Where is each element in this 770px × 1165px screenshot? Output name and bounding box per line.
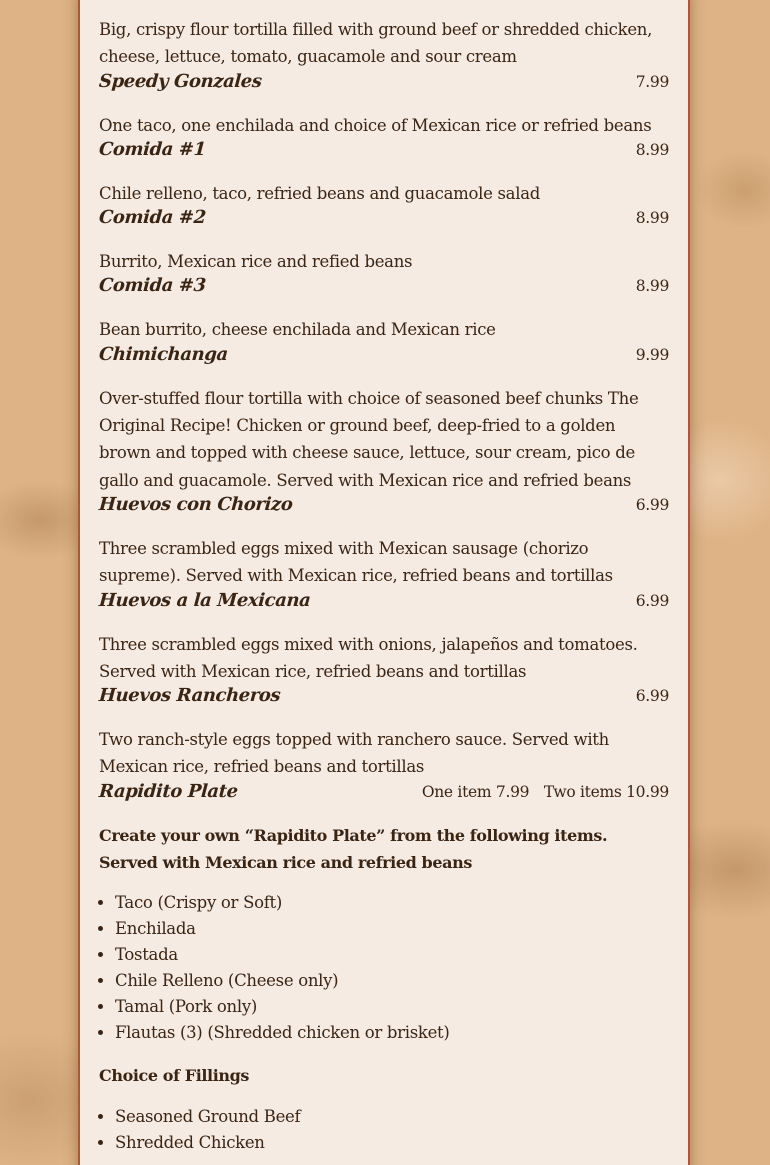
menu-item (99, 685, 669, 712)
list-item: • Shredded Chicken (115, 1130, 669, 1156)
price-one-item: One item 7.99 (421, 782, 530, 801)
menu-card (78, 0, 690, 1165)
item-description: Burrito, Mexican rice and refied beans (99, 252, 413, 272)
item-description: Three scrambled eggs mixed with onions, jalapeños and tomatoes. Served with Mexican rice, refried beans and tortillas (99, 634, 638, 681)
item-description: Bean burrito, cheese enchilada and Mexican rice (99, 320, 496, 340)
list-item: • Tostada (115, 942, 669, 968)
item-description: Big, crispy flour tortilla filled with ground beef or shredded chicken, cheese, lettuce, tomato, guacamole and sour cream (99, 20, 653, 67)
menu-item (99, 207, 669, 234)
item-price: 8.99 (635, 209, 669, 228)
item-price: 9.99 (635, 345, 669, 364)
list-item: • Chile Relleno (Cheese only) (115, 968, 669, 994)
list-item: • Flautas (3) (Shredded chicken or brisket) (115, 1020, 669, 1046)
item-name: Huevos Rancheros (98, 685, 281, 707)
menu-item (99, 781, 669, 808)
menu-item (99, 71, 669, 98)
menu-item (99, 275, 669, 302)
item-description: Over-stuffed flour tortilla with choice of seasoned beef chunks The Original Recipe! Chicken or ground beef, deep-fried to a golden brown and topped with cheese sauce, lettuce, sour cream, pico de gallo and guacamole. Served with Mexican rice and refried beans (99, 388, 639, 490)
item-price: 7.99 (635, 72, 669, 91)
list-item: • Enchilada (115, 916, 669, 942)
item-price: 8.99 (635, 140, 669, 159)
item-price: 6.99 (635, 591, 669, 610)
item-name: Comida #1 (98, 138, 207, 160)
menu-item (99, 590, 669, 617)
item-name: Huevos a la Mexicana (98, 589, 312, 611)
item-name: Huevos con Chorizo (98, 493, 294, 515)
rapidito-intro: Create your own “Rapidito Plate” from the following items. Served with Mexican rice and refried beans (99, 825, 608, 873)
item-name: Rapidito Plate (98, 780, 239, 802)
list-item: • Seasoned Ground Beef (115, 1104, 669, 1130)
item-price: 6.99 (635, 687, 669, 706)
fillings-list (99, 1104, 669, 1156)
item-name: Comida #2 (98, 207, 207, 229)
list-item: • Taco (Crispy or Soft) (115, 890, 669, 916)
rapidito-items-list (99, 890, 669, 1046)
menu-item (99, 494, 669, 521)
fillings-heading: Choice of Fillings (99, 1066, 250, 1086)
item-price: 8.99 (635, 277, 669, 296)
item-name: Speedy Gonzales (98, 70, 263, 92)
list-item: • Tamal (Pork only) (115, 994, 669, 1020)
item-price (412, 783, 669, 801)
item-description: Two ranch-style eggs topped with ranchero sauce. Served with Mexican rice, refried beans and tortillas (99, 730, 609, 777)
item-description: Chile relleno, taco, refried beans and guacamole salad (99, 183, 540, 203)
item-name: Comida #3 (98, 275, 207, 297)
item-name: Chimichanga (98, 343, 229, 365)
price-two-items: Two items 10.99 (543, 782, 669, 801)
item-description: Three scrambled eggs mixed with Mexican sausage (chorizo supreme). Served with Mexican rice, refried beans and tortillas (99, 538, 613, 586)
menu-item (99, 344, 669, 371)
menu-item (99, 139, 669, 166)
item-price: 6.99 (635, 495, 669, 514)
item-description: One taco, one enchilada and choice of Mexican rice or refried beans (99, 115, 652, 135)
